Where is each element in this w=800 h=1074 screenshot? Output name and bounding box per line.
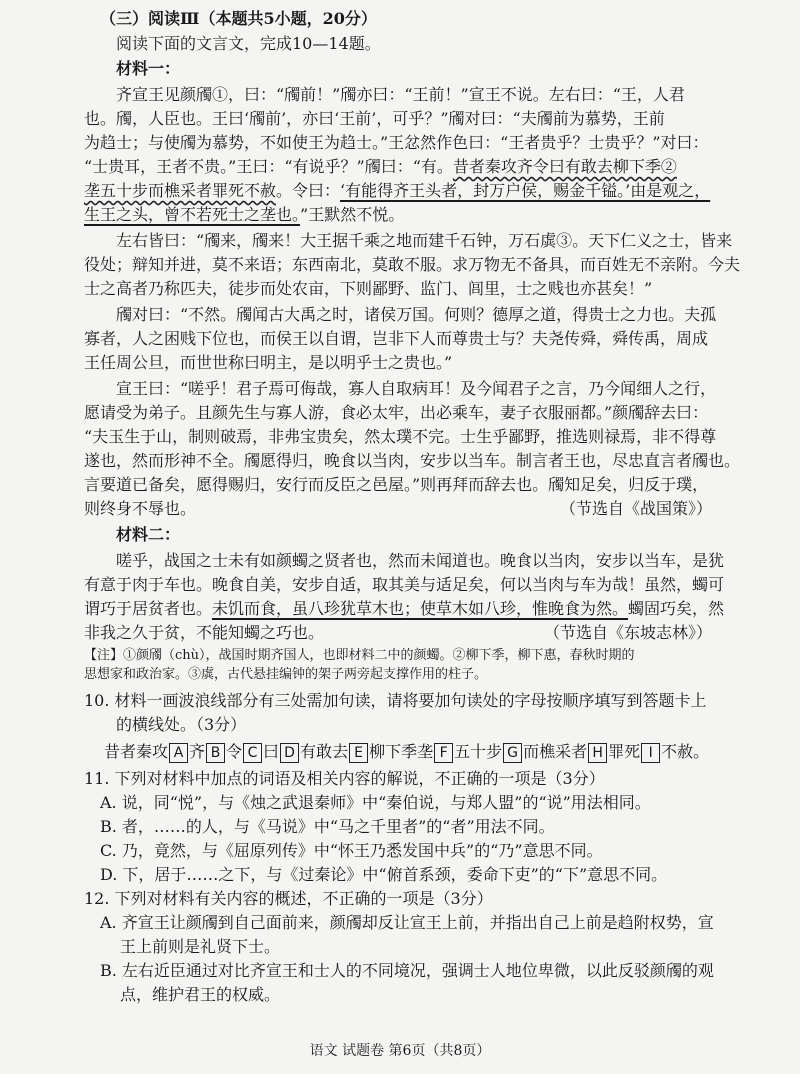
q11-stem: 11. 下列对材料中加点的词语及相关内容的解说，不正确的一项是（3分）	[84, 769, 605, 788]
q12-stem: 12. 下列对材料有关内容的概述，不正确的一项是（3分）	[84, 889, 493, 908]
q10-letter-box: D	[280, 743, 299, 763]
m1-line: 齐宣王见颜斶①，曰：“斶前！”斶亦曰：“王前！”宣王不说。左右曰：“王，人君	[116, 85, 685, 104]
q10-segment: 柳下季垄	[369, 742, 434, 761]
m1-line: 斶对曰：“不然。斶闻古大禹之时，诸侯万国。何则？德厚之道，得贵士之力也。夫孤	[116, 305, 717, 324]
q10-segment: 罪死	[608, 742, 641, 761]
material2-title: 材料二：	[116, 525, 181, 544]
m1-line	[84, 204, 404, 226]
m1-line: 为趋士；与使斶为慕势，不如使王为趋士。”王忿然作色曰：“王者贵乎？士贵乎？”对曰：	[84, 133, 709, 152]
q10-segment: 令	[226, 742, 243, 761]
q12-option-a-cont: 王上前则是礼贤下士。	[120, 937, 281, 956]
m1-source: （节选自《战国策》）	[560, 499, 713, 518]
m1-line: 也。斶，人臣也。王曰‘斶前’，亦曰‘王前’，可乎？”斶对曰：“夫斶前为慕势，王前	[84, 109, 665, 128]
q10-letter-box: H	[588, 743, 607, 763]
m1-line: 役处；辩知并进，莫不来语；东西南北，莫敢不服。求万物无不备具，而百姓无不亲附。今夫	[84, 255, 741, 274]
underlined-text: 生王之头，曾不若死士之垄也。	[84, 205, 301, 224]
m1-text: “士贵耳，王者不贵。”王曰：“有说乎？”斶曰：“有。	[84, 157, 453, 176]
wavy-underline-text: 垄五十步而樵采者罪死不赦	[84, 181, 277, 200]
underlined-text: ‘有能得齐王头者，封万户侯，赐金千镒。’由是观之，	[340, 181, 711, 200]
m2-source: （节选自《东坡志林》）	[544, 623, 713, 642]
q10-stem: 10. 材料一画波浪线部分有三处需加句读，请将要加句读处的字母按顺序填写到答题卡上	[84, 691, 707, 710]
m2-line	[84, 598, 724, 620]
section-header: （三）阅读Ⅲ（本题共5小题，20分）	[100, 9, 377, 28]
m1-line: 左右皆曰：“斶来，斶来！大王据千乘之地而建千石钟，万石虡③。天下仁义之士，皆来	[116, 231, 733, 250]
m1-line: 言要道已备矣，愿得赐归，安行而反臣之邑屋。”则再拜而辞去也。斶知足矣，归反于璞，	[84, 475, 709, 494]
q12-option-b-cont: 点，维护君王的权威。	[120, 985, 281, 1004]
q10-letter-box: G	[503, 743, 522, 763]
wavy-underline-text: 昔者秦攻齐令曰有敢去柳下季②	[452, 157, 677, 176]
q11-option-d: D. 下，居于……之下，与《过秦论》中“俯首系颈，委命下吏”的“下”意思不同。	[100, 865, 668, 884]
m2-text: 谓巧于居贫者也。	[84, 599, 213, 618]
m1-line: 寡者，人之困贱下位也，而侯王以自谓，岂非下人而尊贵士与？夫尧传舜，舜传禹，周成	[84, 329, 709, 348]
q10-segment: 而樵采者	[523, 742, 588, 761]
section-intro: 阅读下面的文言文，完成10—14题。	[116, 34, 381, 53]
m1-line: “夫玉生于山，制则破焉，非弗宝贵矣，然太璞不完。士生乎鄙野，推选则禄焉，非不得尊	[84, 427, 717, 446]
m2-text: 蠋固巧矣，然	[628, 599, 725, 618]
q11-option-a: A. 说，同“悦”，与《烛之武退秦师》中“秦伯说，与郑人盟”的“说”用法相同。	[100, 793, 651, 812]
q10-segment: 齐	[189, 742, 206, 761]
m2-line: 非我之久于贫，不能知蠋之巧也。	[84, 623, 325, 642]
q12-option-b: B. 左右近臣通过对比齐宣王和士人的不同境况，强调士人地位卑微，以此反驳颜斶的观	[100, 961, 714, 980]
q10-segment: 五十步	[454, 742, 503, 761]
q10-letter-box: F	[434, 743, 453, 763]
q10-segment: 不赦。	[661, 742, 710, 761]
q10-letter-box: A	[169, 743, 188, 763]
material1-title: 材料一：	[116, 59, 181, 78]
m1-text: 。令曰：	[276, 181, 341, 200]
q10-stem: 的横线处。（3分）	[116, 715, 247, 734]
q10-letter-box: C	[243, 743, 262, 763]
q10-segment: 有敢去	[300, 742, 349, 761]
q10-segment: 昔者秦攻	[104, 742, 169, 761]
page-footer: 语文 试题卷 第6页（共8页）	[309, 1043, 491, 1059]
q12-option-a: A. 齐宣王让颜斶到自己面前来，颜斶却反让宣王上前，并指出自己上前是趋附权势，宣	[100, 913, 714, 932]
q11-option-c: C. 乃，竟然，与《屈原列传》中“怀王乃悉发国中兵”的“乃”意思不同。	[100, 841, 603, 860]
m1-line: 愿请受为弟子。且颜先生与寡人游，食必太牢，出必乘车，妻子衣服丽都。”颜斶辞去曰：	[84, 403, 709, 422]
q10-segment: 曰	[263, 742, 280, 761]
underlined-text: 未饥而食，虽八珍犹草木也；使草木如八珍，惟晚食为然。	[212, 599, 629, 618]
m1-line: 遂也，然而形神不全。斶愿得归，晚食以当肉，安步以当车。制言者王也，尽忠直言者斶也。	[84, 451, 741, 470]
m1-line: 王任周公旦，而世世称曰明主，是以明乎士之贵也。”	[84, 353, 453, 372]
q10-letter-box: I	[641, 743, 660, 763]
footnote-line: 【注】①颜斶（chù），战国时期齐国人，也即材料二中的颜蠋。②柳下季，柳下惠，春秋时期的	[84, 648, 635, 663]
m1-line	[84, 156, 677, 178]
footnote-line: 思想家和政治家。③虡，古代悬挂编钟的架子两旁起支撑作用的柱子。	[84, 667, 488, 682]
m2-line: 嗟乎，战国之士未有如颜蠋之贤者也，然而未闻道也。晚食以当肉，安步以当车，是犹	[116, 551, 725, 570]
m2-line: 有意于肉于车也。晚食自美，安步自适，取其美与适足矣，何以当肉与车为哉！虽然，蠋可	[84, 575, 725, 594]
q11-option-b: B. 者，……的人，与《马说》中“马之千里者”的“者”用法不同。	[100, 817, 555, 836]
m1-line: 则终身不辱也。	[84, 499, 197, 518]
m1-line	[84, 180, 710, 202]
q10-letter-box: E	[349, 743, 368, 763]
m1-text: ”王默然不悦。	[300, 205, 405, 224]
q10-answer-line	[104, 740, 709, 764]
q10-letter-box: B	[206, 743, 225, 763]
m1-line: 宣王曰：“嗟乎！君子焉可侮哉，寡人自取病耳！及今闻君子之言，乃今闻细人之行，	[116, 379, 717, 398]
m1-line: 士之高者乃称匹夫，徒步而处农亩，下则鄙野、监门、闾里，士之贱也亦甚矣！”	[84, 279, 653, 298]
